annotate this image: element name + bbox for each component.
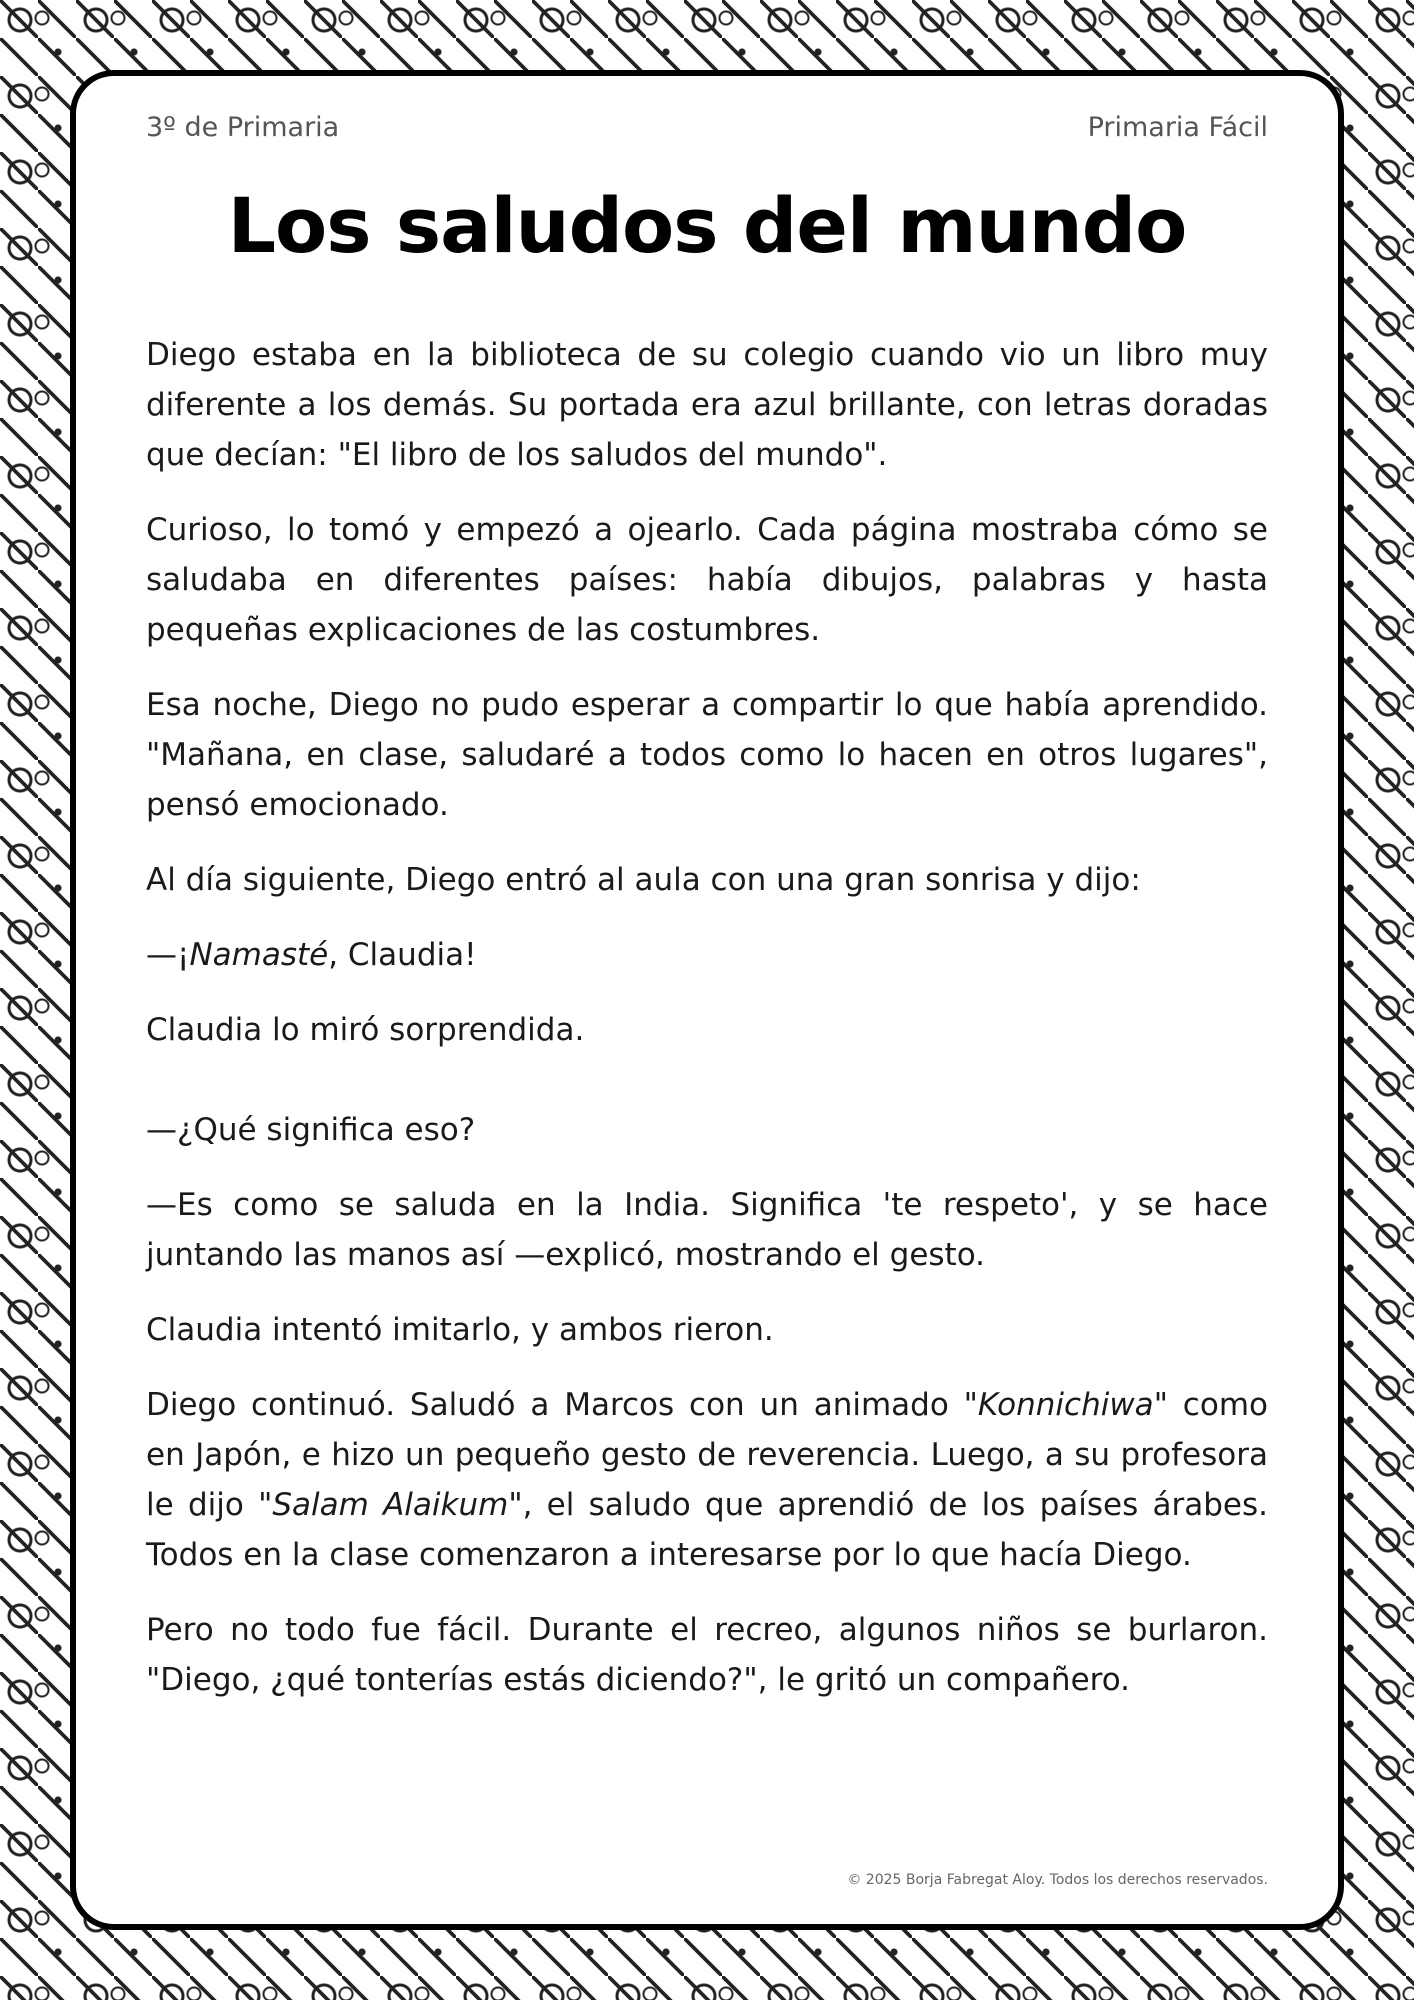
story-paragraph-11: Pero no todo fue fácil. Durante el recreo, algunos niños se burlaron. "Diego, ¿qué tonterías estás diciendo?", le gritó un compañero. (146, 1612, 1268, 1698)
story-body (146, 330, 1268, 1730)
brand-label: Primaria Fácil (1087, 112, 1268, 143)
story-paragraph-4: Al día siguiente, Diego entró al aula con una gran sonrisa y dijo: (146, 862, 1141, 898)
grade-label: 3º de Primaria (146, 112, 340, 143)
story-paragraph-3: Esa noche, Diego no pudo esperar a compartir lo que había aprendido. "Mañana, en clase, saludaré a todos como lo hacen en otros lugares", pensó emocionado. (146, 687, 1268, 823)
story-paragraph-5 (146, 930, 1268, 980)
story-paragraph-1: Diego estaba en la biblioteca de su colegio cuando vio un libro muy diferente a los demás. Su portada era azul brillante, con letras doradas que decían: "El libro de los saludos del mundo". (146, 337, 1268, 473)
page-title: Los saludos del mundo (227, 181, 1187, 270)
story-paragraph-6: Claudia lo miró sorprendida. (146, 1012, 585, 1048)
story-paragraph-9: Claudia intentó imitarlo, y ambos rieron. (146, 1312, 774, 1348)
greeting-salam-alaikum: "Salam Alaikum (258, 1487, 509, 1523)
story-paragraph-2: Curioso, lo tomó y empezó a ojearlo. Cada página mostraba cómo se saludaba en diferentes países: había dibujos, palabras y hasta pequeñas explicaciones de las costumbres. (146, 512, 1268, 648)
text-part: Diego continuó. Saludó a Marcos con un animado " (146, 1387, 978, 1423)
story-paragraph-8: —Es como se saluda en la India. Significa 'te respeto', y se hace juntando las manos así —explicó, mostrando el gesto. (146, 1187, 1268, 1273)
dialogue-prefix: —¡ (146, 937, 190, 973)
greeting-namaste: Namasté (189, 937, 329, 973)
copyright-notice: © 2025 Borja Fabregat Aloy. Todos los derechos reservados. (847, 1872, 1268, 1888)
text-part: " como en Japón, e hizo un pequeño gesto de reverencia. Luego, a su profesora le dijo (146, 1387, 1268, 1523)
text-part: ", el saludo que aprendió de los países árabes. Todos en la clase comenzaron a interesarse por lo que hacía Diego. (146, 1487, 1268, 1573)
worksheet-card (70, 70, 1344, 1930)
dialogue-suffix: , Claudia! (328, 937, 477, 973)
greeting-konnichiwa: Konnichiwa (977, 1387, 1154, 1423)
story-paragraph-10 (146, 1380, 1268, 1580)
story-paragraph-7: —¿Qué significa eso? (146, 1112, 476, 1148)
